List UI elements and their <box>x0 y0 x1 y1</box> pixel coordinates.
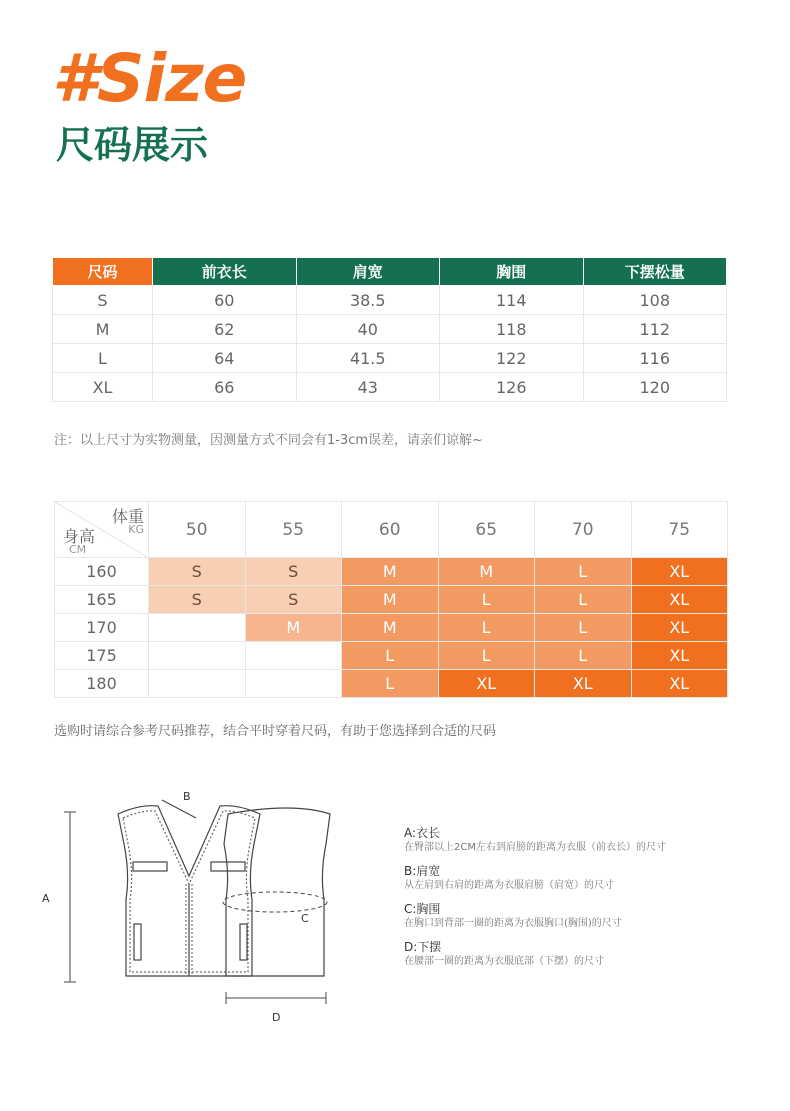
legend-item <box>404 864 666 892</box>
marker-b: B <box>183 790 191 803</box>
height-cell: 160 <box>55 558 149 586</box>
table-row <box>53 286 727 315</box>
height-cell: 175 <box>55 642 149 670</box>
marker-c: C <box>301 912 309 925</box>
table-cell: 41.5 <box>296 344 440 373</box>
table-cell: L <box>53 344 153 373</box>
size-cell <box>149 642 246 670</box>
size-cell: M <box>342 586 439 614</box>
shoulder-column-header: 肩宽 <box>296 258 440 286</box>
size-cell: L <box>535 558 632 586</box>
height-label: 身高 <box>63 527 96 546</box>
table-cell: 66 <box>153 373 297 402</box>
table-cell: M <box>53 315 153 344</box>
legend-item <box>404 826 666 854</box>
table-row <box>55 614 728 642</box>
size-cell: XL <box>535 670 632 698</box>
table-row <box>55 642 728 670</box>
weight-header: 75 <box>631 502 728 558</box>
marker-d: D <box>272 1011 281 1024</box>
size-cell <box>149 614 246 642</box>
height-cell: 170 <box>55 614 149 642</box>
size-cell: L <box>342 670 439 698</box>
table-cell: 126 <box>440 373 584 402</box>
size-cell: S <box>149 558 246 586</box>
lower-pocket-left <box>134 924 141 960</box>
weight-header: 50 <box>149 502 246 558</box>
size-cell: L <box>438 642 535 670</box>
weight-header: 60 <box>342 502 439 558</box>
length-column-header: 前衣长 <box>153 258 297 286</box>
legend-desc: 在腰部一圈的距离为衣服底部（下摆）的尺寸 <box>404 956 604 967</box>
size-cell: L <box>535 614 632 642</box>
table-row <box>55 558 728 586</box>
size-cell: L <box>535 642 632 670</box>
size-cell: S <box>149 586 246 614</box>
size-cell: M <box>245 614 342 642</box>
weight-header: 55 <box>245 502 342 558</box>
chest-column-header: 胸围 <box>440 258 584 286</box>
height-cell: 165 <box>55 586 149 614</box>
legend-title: B:肩宽 <box>404 864 441 878</box>
table-cell: 118 <box>440 315 584 344</box>
table-row <box>53 315 727 344</box>
size-cell: XL <box>438 670 535 698</box>
legend-desc: 从左肩到右肩的距离为衣服肩膀（肩宽）的尺寸 <box>404 880 614 891</box>
legend-item <box>404 940 666 968</box>
size-cell: L <box>438 586 535 614</box>
table-cell: 60 <box>153 286 297 315</box>
weight-unit: KG <box>128 523 144 536</box>
weight-label: 体重 <box>111 507 144 526</box>
table-cell: 108 <box>583 286 727 315</box>
height-unit: CM <box>69 543 87 556</box>
measure-line-b <box>162 800 196 818</box>
size-cell: XL <box>631 586 728 614</box>
hem-column-header: 下摆松量 <box>583 258 727 286</box>
legend-item <box>404 902 666 930</box>
size-cell: XL <box>631 614 728 642</box>
size-cell: L <box>535 586 632 614</box>
legend-title: A:衣长 <box>404 826 441 840</box>
size-cell: XL <box>631 558 728 586</box>
table-corner-cell <box>55 502 149 558</box>
size-cell: XL <box>631 670 728 698</box>
table-cell: 120 <box>583 373 727 402</box>
table-cell: S <box>53 286 153 315</box>
chest-pocket-left <box>133 862 167 871</box>
measure-ellipse-c <box>223 892 327 912</box>
table-cell: XL <box>53 373 153 402</box>
marker-a: A <box>42 892 50 905</box>
table-row <box>53 344 727 373</box>
table-cell: 40 <box>296 315 440 344</box>
table-cell: 38.5 <box>296 286 440 315</box>
table-cell: 122 <box>440 344 584 373</box>
size-cell: M <box>438 558 535 586</box>
size-cell: XL <box>631 642 728 670</box>
legend-title: C:胸围 <box>404 902 441 916</box>
legend-desc: 在胸口到背部一圈的距离为衣服胸口(胸围)的尺寸 <box>404 918 622 929</box>
size-table-header-row <box>53 258 727 286</box>
hero-subtitle: 尺码展示 <box>56 123 209 167</box>
size-cell: L <box>438 614 535 642</box>
legend-title: D:下摆 <box>404 940 442 954</box>
height-cell: 180 <box>55 670 149 698</box>
table-row <box>55 586 728 614</box>
table-cell: 114 <box>440 286 584 315</box>
table-row <box>53 373 727 402</box>
size-table <box>52 257 727 402</box>
size-cell: M <box>342 558 439 586</box>
size-cell <box>149 670 246 698</box>
size-cell: L <box>342 642 439 670</box>
measurement-note: 注：以上尺寸为实物测量，因测量方式不同会有1-3cm误差，请亲们谅解~ <box>54 433 483 448</box>
weight-header-row <box>55 502 728 558</box>
size-column-header: 尺码 <box>53 258 153 286</box>
size-cell <box>245 642 342 670</box>
hero-title: #Size <box>52 40 247 117</box>
table-cell: 116 <box>583 344 727 373</box>
chest-pocket-right <box>211 862 245 871</box>
measurement-legend <box>404 826 666 978</box>
table-cell: 112 <box>583 315 727 344</box>
size-cell: S <box>245 586 342 614</box>
table-cell: 43 <box>296 373 440 402</box>
table-cell: 62 <box>153 315 297 344</box>
weight-header: 65 <box>438 502 535 558</box>
size-cell: M <box>342 614 439 642</box>
size-cell <box>245 670 342 698</box>
table-row <box>55 670 728 698</box>
vest-measurement-diagram <box>30 784 360 1034</box>
size-cell: S <box>245 558 342 586</box>
selection-tip: 选购时请综合参考尺码推荐，结合平时穿着尺码，有助于您选择到合适的尺码 <box>54 724 497 739</box>
legend-desc: 在臀部以上2CM左右到肩膀的距离为衣服（前衣长）的尺寸 <box>404 842 666 853</box>
table-cell: 64 <box>153 344 297 373</box>
size-recommendation-table <box>54 501 728 698</box>
weight-header: 70 <box>535 502 632 558</box>
lower-pocket-right <box>240 924 247 960</box>
